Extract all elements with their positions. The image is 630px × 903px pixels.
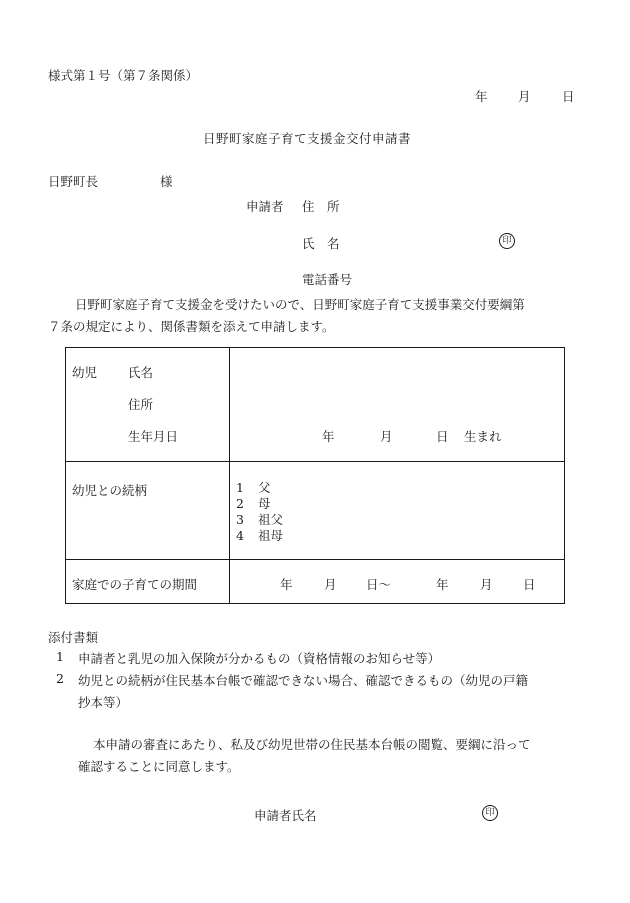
applicant-seal-mark: 印 — [499, 233, 515, 249]
period-label: 家庭での子育ての期間 — [72, 577, 198, 592]
applicant-name-label: 氏 名 — [302, 236, 340, 251]
birth-month-label: 月 — [380, 429, 393, 444]
attachment-1-text: 申請者と乳児の加入保険が分かるもの（資格情報のお知らせ等） — [78, 651, 441, 666]
relation-options-cell[interactable] — [230, 462, 565, 560]
birth-year-label: 年 — [322, 429, 335, 444]
period-end-year: 年 — [436, 577, 449, 592]
period-start-day: 日～ — [366, 577, 392, 592]
intro-line-1: 日野町家庭子育て支援金を受けたいので、日野町家庭子育て支援事業交付要綱第 — [75, 297, 525, 312]
table-row-child — [66, 348, 565, 462]
applicant-label: 申請者 — [246, 199, 284, 214]
child-info-labels-cell — [66, 348, 230, 462]
period-end-month: 月 — [480, 577, 493, 592]
attachment-1-num: 1 — [56, 649, 64, 664]
table-row-period — [66, 560, 565, 604]
page-title: 日野町家庭子育て支援金交付申請書 — [203, 131, 412, 146]
applicant-address-label: 住 所 — [302, 199, 340, 214]
relation-label: 幼児との続柄 — [72, 483, 148, 498]
attachment-2-text-cont: 抄本等） — [78, 695, 129, 710]
attachment-2-num: 2 — [56, 671, 64, 686]
relation-options-list — [236, 480, 283, 544]
relation-label-cell — [66, 462, 230, 560]
birth-suffix: 生まれ — [464, 429, 502, 444]
date-year-label: 年 — [475, 89, 488, 104]
date-month-label: 月 — [518, 89, 531, 104]
relation-option-grandmother[interactable]: 4 祖母 — [236, 528, 283, 543]
applicant-phone-label: 電話番号 — [302, 272, 353, 287]
addressee-honorific: 様 — [160, 174, 173, 189]
birth-day-label: 日 — [436, 429, 449, 444]
period-start-year: 年 — [280, 577, 293, 592]
child-address-label: 住所 — [128, 397, 154, 412]
table-row-relation — [66, 462, 565, 560]
child-name-label: 氏名 — [128, 365, 154, 380]
attachments-heading: 添付書類 — [48, 630, 99, 645]
relation-option-mother[interactable]: 2 母 — [236, 496, 271, 511]
period-end-day: 日 — [523, 577, 536, 592]
form-number: 様式第１号（第７条関係） — [48, 68, 199, 83]
addressee-name: 日野町長 — [48, 174, 99, 189]
relation-option-grandfather[interactable]: 3 祖父 — [236, 512, 283, 527]
signature-label: 申請者氏名 — [254, 808, 317, 823]
attachment-2-text: 幼児との続柄が住民基本台帳で確認できない場合、確認できるもの（幼児の戸籍 — [78, 673, 529, 688]
intro-line-2: ７条の規定により、関係書類を添えて申請します。 — [48, 319, 335, 334]
application-table — [65, 347, 565, 604]
period-values-cell[interactable] — [230, 560, 565, 604]
consent-line-1: 本申請の審査にあたり、私及び幼児世帯の住民基本台帳の閲覧、要綱に沿って — [93, 737, 531, 752]
period-start-month: 月 — [324, 577, 337, 592]
child-label: 幼児 — [72, 365, 98, 380]
child-birth-label: 生年月日 — [128, 429, 179, 444]
relation-option-father[interactable]: 1 父 — [236, 480, 271, 495]
date-day-label: 日 — [562, 89, 575, 104]
period-label-cell — [66, 560, 230, 604]
signature-seal-mark: 印 — [482, 805, 498, 821]
consent-line-2: 確認することに同意します。 — [78, 759, 240, 774]
child-info-values-cell[interactable] — [230, 348, 565, 462]
